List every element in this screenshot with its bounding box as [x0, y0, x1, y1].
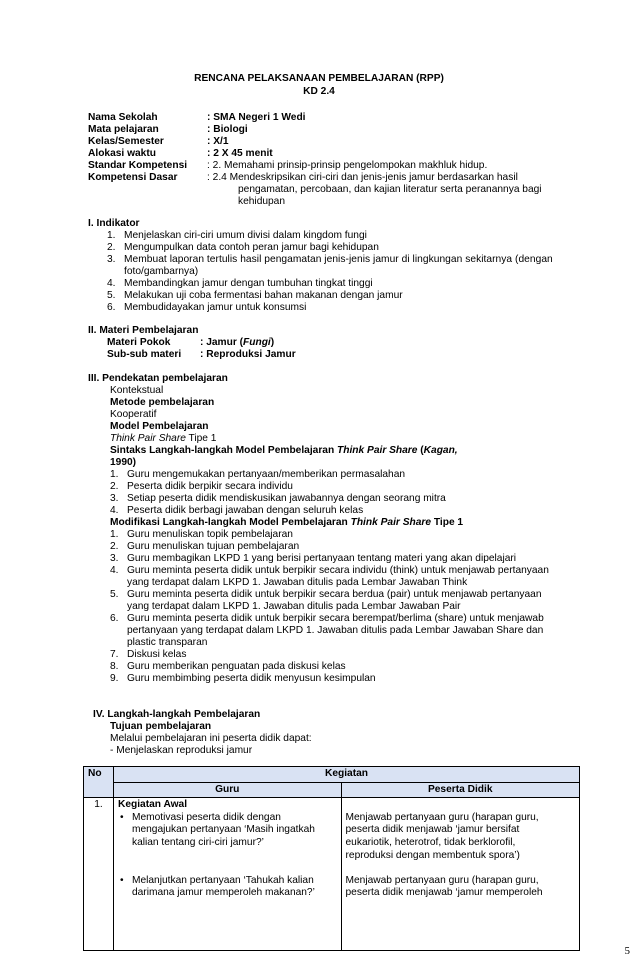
- identity-label: Alokasi waktu: [88, 148, 156, 159]
- identity-value: : 2.4 Mendeskripsikan ciri-ciri dan jenis-jenis jamur berdasarkan hasil: [207, 172, 518, 183]
- list-item-cont: foto/gambarnya): [124, 266, 199, 277]
- list-number: 3.: [107, 254, 116, 265]
- activity-line: Melanjutkan pertanyaan ‘Tahukah kalian: [131, 874, 314, 886]
- identity-label: Kompetensi Dasar: [88, 172, 178, 183]
- guru-cell: [113, 798, 341, 951]
- list-number: 1.: [110, 469, 119, 480]
- identity-label: Mata pelajaran: [88, 124, 159, 135]
- identity-value: : 2 X 45 menit: [207, 148, 273, 159]
- materi-pokok-label: Materi Pokok: [107, 337, 171, 348]
- list-item: Guru meminta peserta didik untuk berpikir secara individu (think) untuk menjawab pertanyaan: [127, 565, 549, 576]
- identity-value: : X/1: [207, 136, 229, 147]
- list-number: 9.: [110, 673, 119, 684]
- bullet: •: [119, 811, 124, 823]
- model-text: Think Pair Share Tipe 1: [110, 433, 217, 444]
- identity-value-cont: pengamatan, percobaan, dan kajian literatur serta peranannya bagi: [238, 184, 542, 195]
- list-number: 4.: [107, 278, 116, 289]
- kegiatan-table: [83, 766, 580, 951]
- list-item: Guru meminta peserta didik untuk berpikir secara berempat/berlima (share) untuk menjawab: [127, 613, 544, 624]
- section-heading: IV. Langkah-langkah Pembelajaran: [93, 709, 261, 720]
- list-item: Guru membagikan LKPD 1 yang berisi pertanyaan tentang materi yang akan dipelajari: [127, 553, 517, 564]
- list-item: Diskusi kelas: [127, 649, 187, 660]
- list-item: Peserta didik berbagi jawaban dengan seluruh kelas: [127, 505, 364, 516]
- identity-label: Kelas/Semester: [88, 136, 164, 147]
- list-item: Guru meminta peserta didik untuk berpikir secara berdua (pair) untuk menjawab pertanyaan: [127, 589, 542, 600]
- list-item: Membudidayakan jamur untuk konsumsi: [124, 302, 307, 313]
- activity-line: peserta didik menjawab ‘jamur memperoleh: [345, 887, 543, 899]
- list-item-cont: pertanyaan yang terdapat dalam LKPD 1. Jawaban ditulis pada Lembar Jawaban Share dan: [127, 625, 544, 636]
- section-heading: II. Materi Pembelajaran: [88, 325, 199, 336]
- sub-materi-label: Sub-sub materi: [107, 349, 182, 360]
- list-number: 3.: [110, 493, 119, 504]
- metode-text: Kooperatif: [110, 409, 157, 420]
- table-subheader-row: [84, 782, 580, 798]
- list-item: Mengumpulkan data contoh peran jamur bagi kehidupan: [124, 242, 379, 253]
- col-kegiatan-header: Kegiatan: [113, 767, 579, 783]
- list-item: Menjelaskan ciri-ciri umum divisi dalam kingdom fungi: [124, 230, 367, 241]
- tujuan-item: - Menjelaskan reproduksi jamur: [110, 745, 253, 756]
- sub-materi-value: : Reproduksi Jamur: [200, 349, 296, 360]
- activity-line: eukariotik, heterotrof, tidak berklorofil,: [345, 836, 516, 848]
- activity-line: mengajukan pertanyaan ‘Masih ingatkah: [131, 824, 315, 836]
- col-siswa-header: Peserta Didik: [341, 782, 579, 798]
- list-number: 1.: [107, 230, 116, 241]
- activity-line: kalian tentang ciri-ciri jamur?’: [131, 836, 264, 848]
- list-item-cont: yang terdapat dalam LKPD 1. Jawaban ditulis pada Lembar Jawaban Pair: [127, 601, 461, 612]
- identity-value-cont: kehidupan: [238, 196, 286, 207]
- subheading-cont: 1990): [110, 457, 137, 468]
- siswa-activity: [346, 812, 575, 862]
- identity-value: : Biologi: [207, 124, 248, 135]
- list-number: 1.: [110, 529, 119, 540]
- identity-value: : 2. Memahami prinsip-prinsip pengelompokan makhluk hidup.: [207, 160, 488, 171]
- list-item: Melakukan uji coba fermentasi bahan makanan dengan jamur: [124, 290, 403, 301]
- table-header-row: [84, 767, 580, 783]
- bullet: •: [119, 874, 124, 886]
- section-heading: III. Pendekatan pembelajaran: [88, 373, 228, 384]
- list-number: 7.: [110, 649, 119, 660]
- list-item: Guru memberikan penguatan pada diskusi kelas: [127, 661, 346, 672]
- subheading: Sintaks Langkah-langkah Model Pembelajaran Think Pair Share (Kagan,: [110, 445, 458, 456]
- list-number: 3.: [110, 553, 119, 564]
- list-item-cont: yang terdapat dalam LKPD 1. Jawaban ditulis pada Lembar Jawaban Think: [127, 577, 468, 588]
- identity-label: Nama Sekolah: [88, 112, 158, 123]
- subheading: Model Pembelajaran: [110, 421, 209, 432]
- list-number: 2.: [107, 242, 116, 253]
- row-number: 1.: [84, 798, 114, 951]
- list-item-cont: plastic transparan: [127, 637, 208, 648]
- guru-activity: [118, 812, 337, 850]
- list-item: Guru mengemukakan pertanyaan/memberikan permasalahan: [127, 469, 406, 480]
- identity-label: Standar Kompetensi: [88, 160, 188, 171]
- list-number: 4.: [110, 505, 119, 516]
- list-number: 5.: [110, 589, 119, 600]
- guru-activity: [118, 875, 337, 900]
- list-number: 4.: [110, 565, 119, 576]
- activity-line: darimana jamur memperoleh makanan?’: [131, 887, 315, 899]
- list-number: 8.: [110, 661, 119, 672]
- pendekatan-text: Kontekstual: [110, 385, 164, 396]
- page-number: 5: [624, 945, 630, 958]
- list-item: Membandingkan jamur dengan tumbuhan tingkat tinggi: [124, 278, 373, 289]
- row-heading: Kegiatan Awal: [117, 799, 188, 811]
- identity-value: : SMA Negeri 1 Wedi: [207, 112, 306, 123]
- activity-line: Menjawab pertanyaan guru (harapan guru,: [345, 811, 539, 823]
- tujuan-intro: Melalui pembelajaran ini peserta didik dapat:: [110, 733, 312, 744]
- materi-pokok-value: : Jamur (Fungi): [200, 337, 275, 348]
- list-item: Peserta didik berpikir secara individu: [127, 481, 293, 492]
- activity-line: Menjawab pertanyaan guru (harapan guru,: [345, 874, 539, 886]
- col-no-header: No: [84, 767, 114, 798]
- list-item: Guru membimbing peserta didik menyusun kesimpulan: [127, 673, 376, 684]
- document-subtitle: KD 2.4: [303, 86, 335, 97]
- list-item: Guru menuliskan tujuan pembelajaran: [127, 541, 300, 552]
- activity-line: peserta didik menjawab ‘jamur bersifat: [345, 824, 520, 836]
- list-number: 5.: [107, 290, 116, 301]
- list-number: 6.: [110, 613, 119, 624]
- activity-line: reproduksi dengan membentuk spora’): [345, 849, 520, 861]
- subheading: Metode pembelajaran: [110, 397, 215, 408]
- siswa-activity: [346, 875, 575, 900]
- subheading: Tujuan pembelajaran: [110, 721, 212, 732]
- activity-line: Memotivasi peserta didik dengan: [131, 811, 281, 823]
- col-guru-header: Guru: [113, 782, 341, 798]
- document-title: RENCANA PELAKSANAAN PEMBELAJARAN (RPP): [194, 73, 444, 84]
- siswa-cell: [341, 798, 579, 951]
- subheading: Modifikasi Langkah-langkah Model Pembelajaran Think Pair Share Tipe 1: [110, 517, 464, 528]
- section-heading: I. Indikator: [88, 218, 140, 229]
- list-item: Guru menuliskan topik pembelajaran: [127, 529, 293, 540]
- list-item: Membuat laporan tertulis hasil pengamatan jenis-jenis jamur di lingkungan sekitarnya (dengan: [124, 254, 553, 265]
- list-number: 2.: [110, 481, 119, 492]
- list-item: Setiap peserta didik mendiskusikan jawabannya dengan seorang mitra: [127, 493, 446, 504]
- list-number: 6.: [107, 302, 116, 313]
- table-row: [84, 798, 580, 951]
- list-number: 2.: [110, 541, 119, 552]
